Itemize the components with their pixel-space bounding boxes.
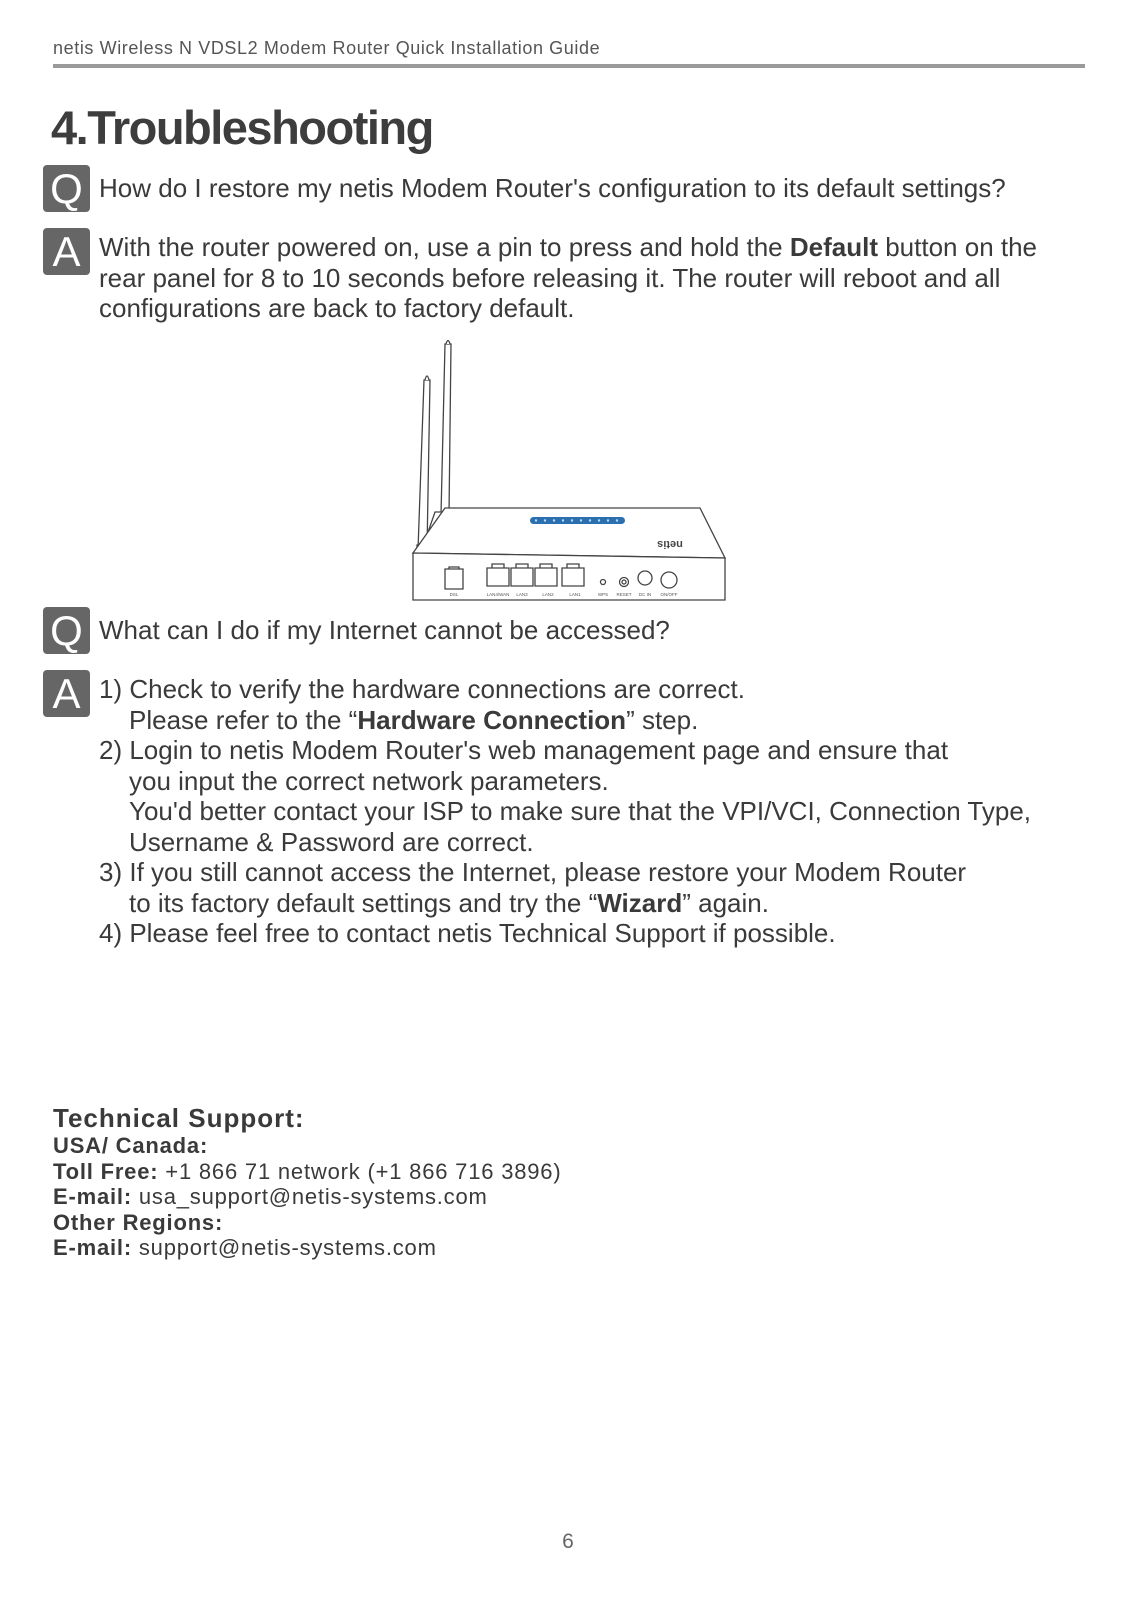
question-badge: Q bbox=[43, 165, 90, 212]
step-1-bold: Hardware Connection bbox=[357, 704, 627, 735]
header-divider bbox=[53, 64, 1085, 68]
support-tollfree bbox=[53, 1159, 561, 1185]
router-illustration bbox=[405, 340, 735, 615]
question-badge: Q bbox=[43, 607, 90, 654]
router-brand-logo: netis bbox=[657, 538, 683, 550]
step-3-line-2 bbox=[99, 888, 1109, 919]
support-email-other bbox=[53, 1235, 561, 1261]
step-2-line-4: Username & Password are correct. bbox=[129, 826, 534, 857]
answer-1-text bbox=[99, 232, 1079, 324]
step-2-line-2: you input the correct network parameters. bbox=[129, 765, 609, 796]
answer-1-part1: With the router powered on, use a pin to press and hold the bbox=[99, 232, 790, 262]
port-label: DC IN bbox=[638, 592, 652, 597]
antenna-left bbox=[417, 376, 430, 557]
step-2-line-3: You'd better contact your ISP to make sure that the VPI/VCI, Connection Type, bbox=[129, 796, 1032, 826]
page-number: 6 bbox=[562, 1530, 574, 1553]
step-4-line: 4) Please feel free to contact netis Technical Support if possible. bbox=[99, 918, 836, 948]
step-3-line-1: 3) If you still cannot access the Internet, please restore your Modem Router bbox=[99, 857, 967, 887]
answer-2-text bbox=[99, 674, 1109, 949]
document-header-title: netis Wireless N VDSL2 Modem Router Quick Installation Guide bbox=[53, 38, 601, 58]
step-3-post: ” again. bbox=[682, 887, 769, 918]
port-label: DSL bbox=[449, 592, 459, 597]
region-usa-label: USA/ Canada: bbox=[53, 1133, 209, 1158]
step-1-post: ” step. bbox=[626, 704, 699, 735]
step-2-line-1: 2) Login to netis Modem Router's web management page and ensure that bbox=[99, 735, 949, 765]
port-label: LAN4/WAN bbox=[486, 592, 510, 597]
port-label: ON/OFF bbox=[660, 592, 678, 597]
port-label: LAN1 bbox=[569, 592, 581, 597]
answer-badge: A bbox=[43, 228, 90, 275]
step-1-line-1: 1) Check to verify the hardware connections are correct. bbox=[99, 674, 745, 704]
region-other-label: Other Regions: bbox=[53, 1209, 224, 1235]
email-label: E-mail: bbox=[53, 1235, 132, 1260]
step-3-pre: to its factory default settings and try the “ bbox=[129, 887, 598, 918]
question-1-text: How do I restore my netis Modem Router's configuration to its default settings? bbox=[99, 173, 1006, 203]
email-other-value[interactable]: support@netis-systems.com bbox=[131, 1235, 437, 1260]
section-title: 4.Troubleshooting bbox=[51, 101, 433, 154]
antenna-right bbox=[427, 341, 457, 536]
answer-badge: A bbox=[43, 670, 90, 717]
port-label: WPS bbox=[597, 592, 609, 597]
answer-1-part2: button on the rear panel for 8 to 10 seconds before releasing it. The router will reboot and all configurations are back to factory default. bbox=[99, 232, 1038, 323]
port-label: RESET bbox=[616, 592, 632, 597]
technical-support-block bbox=[53, 1103, 561, 1261]
step-3-bold: Wizard bbox=[597, 887, 683, 918]
email-label: E-mail: bbox=[53, 1184, 132, 1209]
answer-1-bold: Default bbox=[789, 232, 878, 262]
tollfree-value: +1 866 71 network (+1 866 716 3896) bbox=[158, 1158, 562, 1184]
support-email-usa bbox=[53, 1184, 561, 1210]
email-usa-value[interactable]: usa_support@netis-systems.com bbox=[131, 1184, 488, 1209]
tollfree-label: Toll Free: bbox=[53, 1158, 159, 1184]
port-label: LAN2 bbox=[542, 592, 554, 597]
support-region-usa bbox=[53, 1133, 561, 1159]
port-label: LAN3 bbox=[516, 592, 528, 597]
step-1-line-2 bbox=[99, 705, 1109, 736]
question-2-text: What can I do if my Internet cannot be accessed? bbox=[99, 615, 670, 645]
support-region-other bbox=[53, 1210, 561, 1236]
step-1-pre: Please refer to the “ bbox=[129, 704, 358, 735]
support-title: Technical Support: bbox=[53, 1103, 305, 1133]
